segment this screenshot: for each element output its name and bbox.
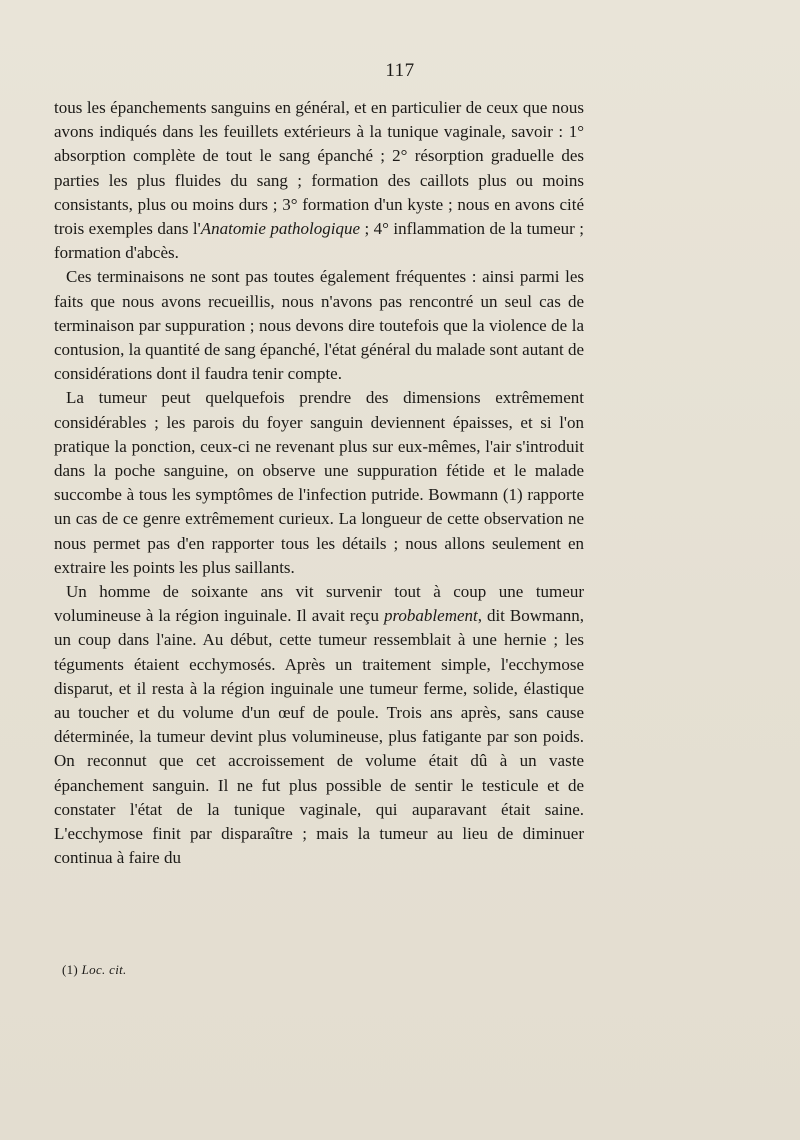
body-text — [54, 96, 584, 871]
probablement-italic: probablement — [383, 606, 478, 626]
footnote — [62, 962, 127, 978]
paragraph-1-text-a: tous les épanchements sanguins en général, et en particulier de ceux que nous avons indiqués dans les feuillets extérieurs à la tunique vaginale, savoir : 1° absorption complète de tout le sang épanché ; 2° résorption graduelle des parties les plus fluides du sang ; formation des caillots plus ou moins consistants, plus ou moins durs ; 3° formation d'un kyste ; nous en avons cité trois exemples dans l' — [54, 98, 584, 239]
paragraph-1-text-b: ; 4° inflammation de la tumeur ; formation d'abcès. — [54, 219, 584, 263]
footnote-text: Loc. cit. — [81, 962, 127, 977]
paragraph-4 — [54, 580, 584, 870]
footnote-marker: (1) — [62, 962, 79, 977]
anatomie-pathologique-italic: Anatomie pathologique — [200, 219, 361, 239]
paragraph-4-text-b: , dit Bowmann, un coup dans l'aine. Au début, cette tumeur ressemblait à une hernie ; les téguments étaient ecchymosés. Après un traitement simple, l'ecchymose disparut, et il resta à la région inguinale une tumeur ferme, solide, élastique au toucher et du volume d'un œuf de poule. Trois ans après, sans cause déterminée, la tumeur devint plus volumineuse, plus fatigante par son poids. On reconnut que cet accroissement de volume était dû à un vaste épanchement sanguin. Il ne fut plus possible de sentir le testicule et de constater l'état de la tunique vaginale, qui auparavant était saine. L'ecchymose finit par disparaître ; mais la tumeur au lieu de diminuer continua à faire du — [54, 606, 584, 868]
paragraph-2: Ces terminaisons ne sont pas toutes également fréquentes : ainsi parmi les faits que nous avons recueillis, nous n'avons pas rencontré un seul cas de terminaison par suppuration ; nous devons dire toutefois que la violence de la contusion, la quantité de sang épanché, l'état général du malade sont autant de considérations dont il faudra tenir compte. — [54, 267, 584, 384]
paragraph-1 — [54, 96, 584, 265]
paragraph-4-text-a: Un homme de soixante ans vit survenir tout à coup une tumeur volumineuse à la région inguinale. Il avait reçu — [54, 582, 584, 626]
page-number: 117 — [385, 60, 415, 81]
paragraph-3: La tumeur peut quelquefois prendre des dimensions extrêmement considérables ; les parois du foyer sanguin deviennent épaisses, et si l'on pratique la ponction, ceux-ci ne revenant plus sur eux-mêmes, l'air s'introduit dans la poche sanguine, on observe une suppuration fétide et le malade succombe à tous les symptômes de l'infection putride. Bowmann (1) rapporte un cas de ce genre extrêmement curieux. La longueur de cette observation ne nous permet pas d'en rapporter tous les détails ; nous allons seulement en extraire les points les plus saillants. — [54, 388, 584, 577]
